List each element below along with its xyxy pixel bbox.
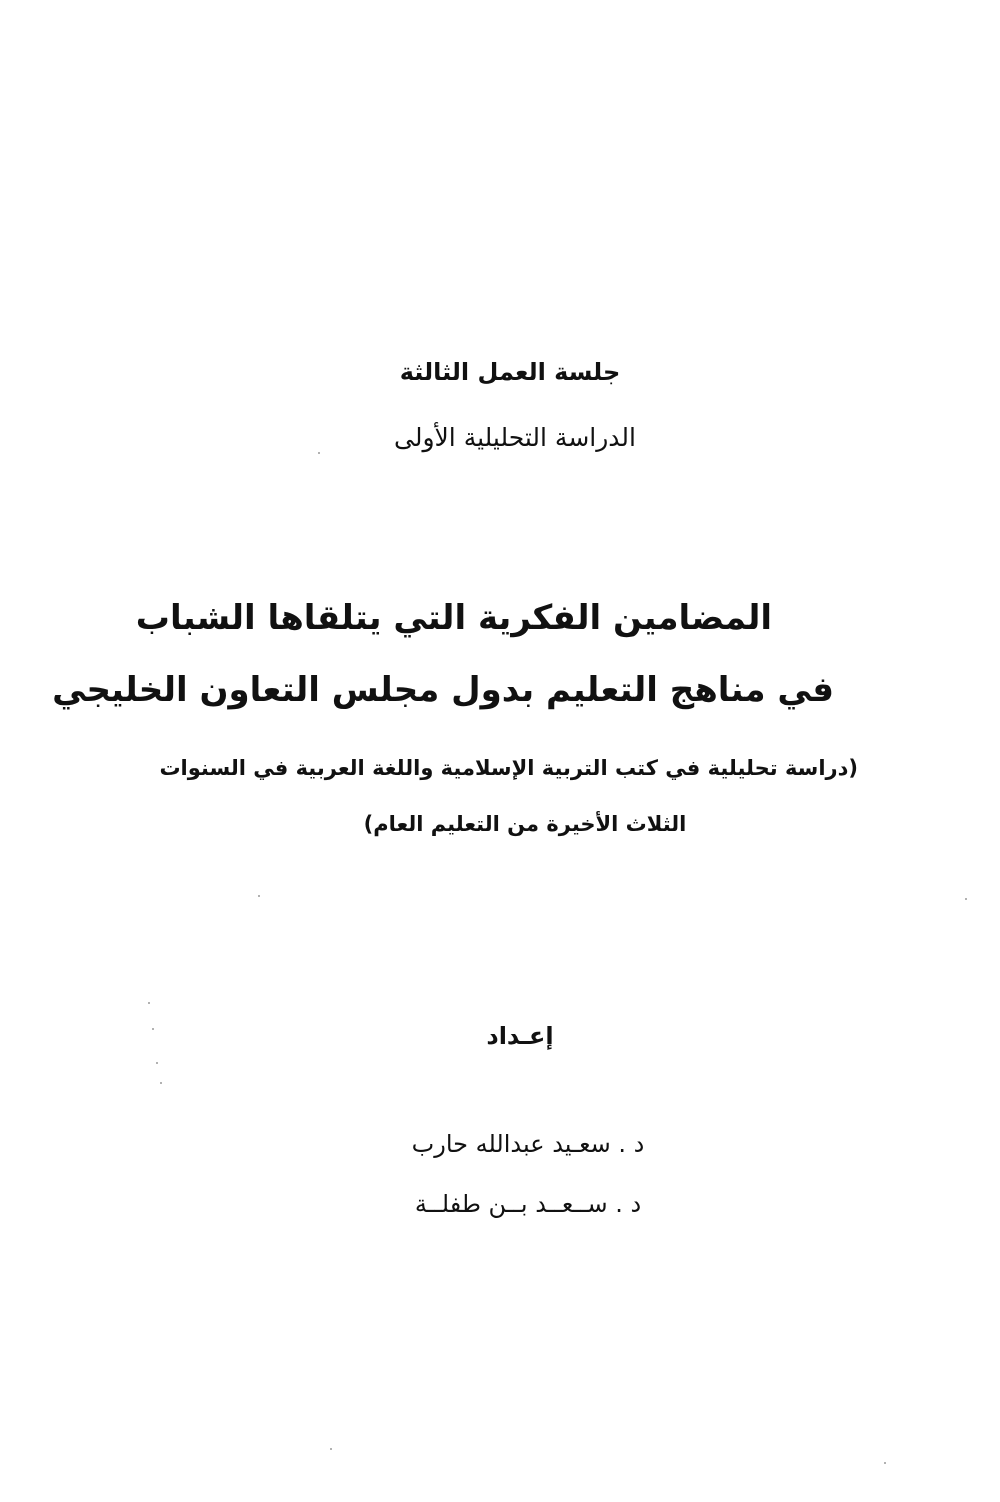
scan-speck bbox=[884, 1462, 886, 1464]
scan-speck bbox=[318, 452, 320, 454]
scan-speck bbox=[152, 1028, 154, 1030]
scan-speck bbox=[258, 895, 260, 897]
main-title-line-2: في مناهج التعليم بدول مجلس التعاون الخليجي bbox=[52, 670, 834, 710]
prepared-by-label: إعـداد bbox=[486, 1022, 554, 1050]
author-name-2: د . ســعــد بــن طفلــة bbox=[414, 1190, 642, 1218]
scan-speck bbox=[160, 1082, 162, 1084]
scan-speck bbox=[156, 1062, 158, 1064]
scan-speck bbox=[965, 898, 967, 900]
scan-speck bbox=[148, 1002, 150, 1004]
author-name-1: د . سعـيد عبدالله حارب bbox=[411, 1130, 645, 1158]
study-label: الدراسة التحليلية الأولى bbox=[394, 423, 636, 452]
scan-speck bbox=[330, 1448, 332, 1450]
subtitle-line-2: الثلاث الأخيرة من التعليم العام) bbox=[363, 812, 687, 836]
subtitle-line-1: (دراسة تحليلية في كتب التربية الإسلامية واللغة العربية في السنوات bbox=[159, 756, 858, 780]
main-title-line-1: المضامين الفكرية التي يتلقاها الشباب bbox=[135, 598, 772, 638]
session-title: جلسة العمل الثالثة bbox=[399, 358, 621, 386]
